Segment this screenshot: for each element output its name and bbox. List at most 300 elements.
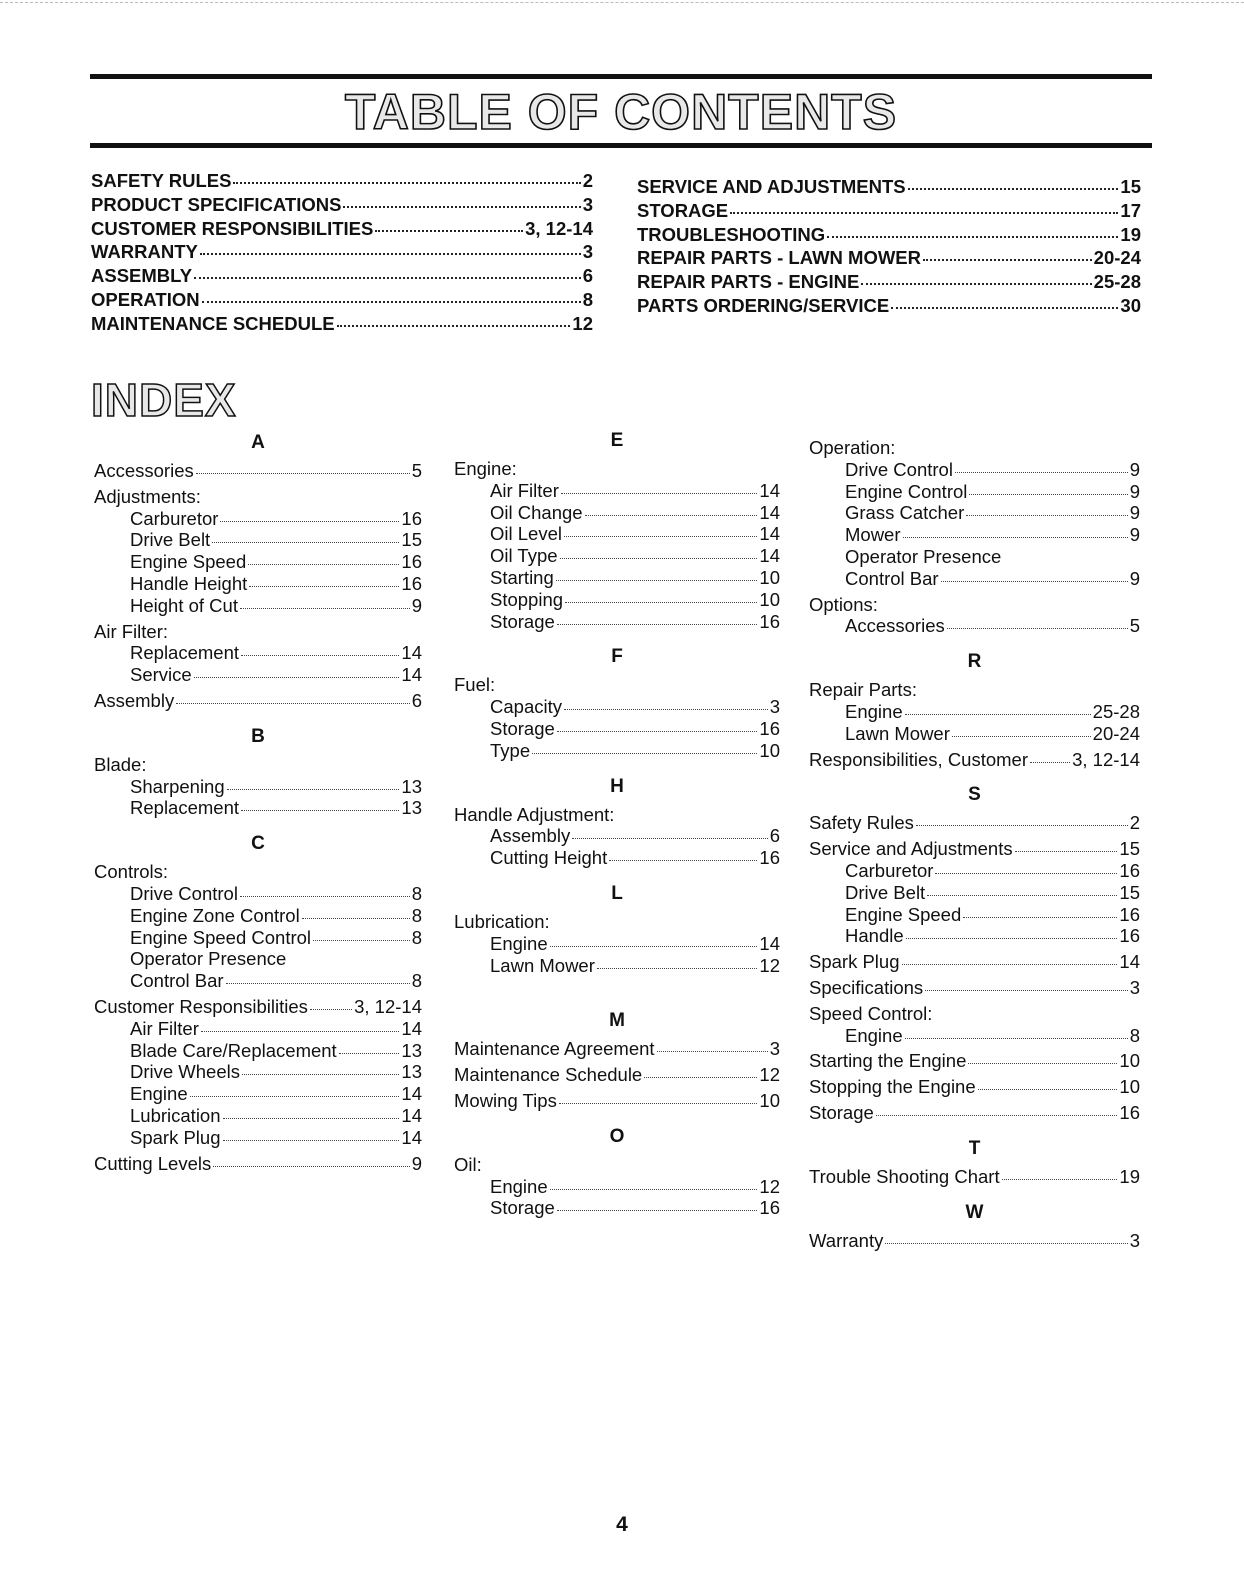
index-page: 3, 12-14 — [354, 995, 422, 1017]
index-page: 25-28 — [1092, 700, 1140, 722]
index-entry[interactable] — [454, 847, 780, 869]
index-letter: F — [611, 646, 623, 668]
index-page: 3, 12-14 — [1072, 748, 1140, 770]
index-label: Capacity — [490, 696, 562, 718]
leader-dots — [240, 896, 410, 897]
index-page: 14 — [401, 1104, 422, 1126]
leader-dots — [226, 983, 410, 984]
index-label: Maintenance Schedule — [454, 1064, 643, 1086]
index-label: Engine Control — [845, 480, 968, 502]
index-label: Assembly — [94, 689, 175, 711]
leader-dots — [241, 655, 399, 656]
index-page: 3 — [1129, 1229, 1140, 1251]
index-entry[interactable] — [94, 970, 422, 992]
toc-label: CUSTOMER RESPONSIBILITIES — [91, 217, 374, 239]
index-entry[interactable] — [94, 551, 422, 573]
index-label: Accessories — [845, 615, 945, 637]
index-entry[interactable] — [809, 977, 1140, 999]
index-label: Warranty — [809, 1229, 884, 1251]
index-label: Engine — [845, 700, 903, 722]
toc-label: REPAIR PARTS - ENGINE — [637, 271, 860, 293]
toc-label: TROUBLESHOOTING — [637, 223, 826, 245]
toc-page: 2 — [582, 170, 593, 191]
toc-right-column — [637, 176, 1141, 319]
leader-dots — [916, 825, 1128, 826]
toc-page: 3 — [582, 241, 593, 263]
index-label: Blade Care/Replacement — [130, 1039, 337, 1061]
index-label: Control Bar — [130, 970, 224, 992]
index-entry[interactable] — [454, 611, 780, 633]
index-entry[interactable] — [809, 502, 1140, 524]
index-entry[interactable] — [454, 1038, 780, 1060]
index-entry[interactable] — [809, 1076, 1140, 1098]
index-label: Maintenance Agreement — [454, 1038, 655, 1060]
index-label: Accessories — [94, 460, 194, 481]
index-entry[interactable] — [454, 696, 780, 718]
index-label: Spark Plug — [809, 951, 900, 973]
leader-dots — [213, 1166, 409, 1167]
index-heading: Speed Control: — [809, 1002, 933, 1024]
index-page: 8 — [411, 882, 422, 904]
index-letter: S — [968, 784, 981, 806]
index-entry[interactable] — [809, 951, 1140, 973]
index-page: 12 — [759, 1175, 780, 1197]
leader-dots — [194, 677, 400, 678]
leader-dots — [190, 1096, 400, 1097]
index-label: Grass Catcher — [845, 502, 965, 524]
index-page: 3 — [769, 696, 780, 718]
toc-label: OPERATION — [91, 288, 200, 310]
index-entry[interactable] — [809, 723, 1140, 745]
index-label: Drive Control — [130, 882, 238, 904]
index-page: 8 — [411, 904, 422, 926]
leader-dots — [572, 838, 768, 839]
index-label: Engine Speed — [130, 551, 247, 573]
leader-dots — [202, 301, 581, 303]
index-page: 3 — [1129, 976, 1140, 998]
index-label: Cutting Height — [490, 847, 608, 869]
leader-dots — [923, 259, 1092, 261]
index-entry[interactable] — [454, 567, 780, 589]
leader-dots — [827, 236, 1118, 238]
index-entry[interactable] — [809, 524, 1140, 546]
index-heading: Blade: — [94, 753, 147, 775]
toc-entry[interactable] — [637, 247, 1141, 271]
index-label: Storage — [490, 1197, 555, 1219]
leader-dots — [935, 873, 1117, 874]
index-label: Lawn Mower — [845, 722, 950, 744]
index-label: Sharpening — [130, 775, 225, 797]
leader-dots — [564, 709, 768, 710]
toc-entry[interactable] — [637, 224, 1141, 248]
index-label: Oil Level — [490, 523, 562, 545]
index-label: Carburetor — [130, 507, 219, 529]
index-entry[interactable] — [94, 508, 422, 530]
leader-dots — [233, 182, 580, 184]
index-label: Engine — [490, 1175, 548, 1197]
index-page: 5 — [411, 460, 422, 481]
index-entry[interactable] — [454, 825, 780, 847]
toc-entry[interactable] — [91, 218, 593, 242]
leader-dots — [941, 581, 1128, 582]
leader-dots — [310, 1009, 352, 1010]
index-page: 15 — [1119, 881, 1140, 903]
index-label: Starting the Engine — [809, 1050, 967, 1072]
index-label: Storage — [490, 610, 555, 632]
leader-dots — [925, 990, 1128, 991]
index-label: Drive Wheels — [130, 1061, 240, 1083]
index-page: 14 — [1119, 951, 1140, 973]
index-title: INDEX — [91, 374, 237, 426]
index-letter: H — [610, 775, 624, 797]
index-heading: Operator Presence — [845, 545, 1002, 567]
index-entry[interactable] — [94, 1018, 422, 1040]
leader-dots — [885, 1243, 1127, 1244]
index-page: 8 — [1129, 1024, 1140, 1046]
leader-dots — [302, 918, 410, 919]
index-page: 6 — [411, 689, 422, 711]
index-page: 14 — [401, 1083, 422, 1105]
index-label: Type — [490, 739, 531, 761]
index-label: Mowing Tips — [454, 1089, 557, 1111]
index-label: Engine Speed — [845, 903, 962, 925]
leader-dots — [339, 1053, 400, 1054]
index-label: Specifications — [809, 976, 924, 998]
leader-dots — [597, 968, 758, 969]
index-page: 14 — [759, 523, 780, 545]
toc-label: SAFETY RULES — [91, 170, 232, 191]
index-page: 12 — [759, 1064, 780, 1086]
index-entry[interactable] — [454, 740, 780, 762]
index-entry[interactable] — [454, 1090, 780, 1112]
index-entry[interactable] — [94, 927, 422, 949]
index-entry[interactable] — [809, 838, 1140, 860]
index-page: 10 — [759, 566, 780, 588]
leader-dots — [200, 253, 581, 255]
index-entry[interactable] — [809, 701, 1140, 723]
index-entry[interactable] — [94, 642, 422, 664]
index-label: Stopping — [490, 588, 564, 610]
leader-dots — [903, 537, 1128, 538]
index-label: Assembly — [490, 825, 571, 847]
leader-dots — [966, 515, 1127, 516]
index-entry[interactable] — [94, 1083, 422, 1105]
toc-entry[interactable] — [637, 271, 1141, 295]
title-top-rule — [90, 74, 1152, 79]
leader-dots — [902, 964, 1118, 965]
index-entry[interactable] — [454, 718, 780, 740]
leader-dots — [585, 515, 758, 516]
leader-dots — [891, 307, 1118, 309]
index-label: Drive Belt — [845, 881, 926, 903]
index-page: 16 — [759, 610, 780, 632]
index-label: Drive Belt — [130, 529, 211, 551]
index-letter: C — [251, 833, 265, 855]
toc-label: MAINTENANCE SCHEDULE — [91, 312, 335, 334]
index-entry[interactable] — [94, 595, 422, 617]
index-page: 14 — [759, 479, 780, 501]
leader-dots — [963, 917, 1117, 918]
index-label: Engine Zone Control — [130, 904, 300, 926]
index-entry[interactable] — [454, 955, 780, 977]
leader-dots — [248, 564, 399, 565]
index-page: 15 — [1119, 838, 1140, 860]
index-heading: Operator Presence — [130, 948, 287, 970]
index-label: Carburetor — [845, 859, 934, 881]
index-heading: Controls: — [94, 861, 169, 883]
index-entry[interactable] — [94, 690, 422, 712]
leader-dots — [343, 206, 580, 208]
index-page: 9 — [411, 594, 422, 616]
leader-dots — [565, 602, 757, 603]
leader-dots — [550, 946, 758, 947]
toc-entry[interactable] — [637, 295, 1141, 319]
leader-dots — [968, 1063, 1117, 1064]
index-label: Responsibilities, Customer — [809, 748, 1029, 770]
toc-left-column — [91, 170, 593, 337]
index-entry[interactable] — [809, 904, 1140, 926]
index-entry[interactable] — [809, 568, 1140, 590]
index-page: 14 — [759, 932, 780, 954]
index-heading: Options: — [809, 593, 878, 615]
index-entry[interactable] — [454, 589, 780, 611]
index-entry[interactable] — [94, 1040, 422, 1062]
index-label: Starting — [490, 566, 554, 588]
index-entry[interactable] — [454, 1176, 780, 1198]
index-page: 14 — [401, 664, 422, 686]
index-page: 13 — [401, 1061, 422, 1083]
leader-dots — [220, 521, 399, 522]
index-label: Air Filter — [490, 479, 559, 501]
index-entry[interactable] — [94, 1061, 422, 1083]
index-label: Height of Cut — [130, 594, 238, 616]
index-entry[interactable] — [809, 1025, 1140, 1047]
toc-entry[interactable] — [637, 176, 1141, 200]
index-page: 13 — [401, 1039, 422, 1061]
index-page: 16 — [1119, 859, 1140, 881]
leader-dots — [241, 810, 399, 811]
index-entry[interactable] — [809, 459, 1140, 481]
index-entry[interactable] — [454, 502, 780, 524]
toc-page: 3, 12-14 — [525, 217, 593, 239]
leader-dots — [313, 940, 410, 941]
leader-dots — [978, 1089, 1118, 1090]
leader-dots — [560, 558, 758, 559]
index-entry[interactable] — [809, 749, 1140, 771]
index-heading: Engine: — [454, 458, 517, 479]
index-page: 10 — [1119, 1076, 1140, 1098]
index-column-1 — [94, 432, 422, 1174]
index-column-3 — [809, 437, 1140, 1251]
index-entry[interactable] — [809, 615, 1140, 637]
index-page: 15 — [401, 529, 422, 551]
index-page: 14 — [401, 642, 422, 664]
index-entry[interactable] — [454, 1064, 780, 1086]
leader-dots — [337, 325, 571, 327]
leader-dots — [201, 1031, 400, 1032]
index-page: 14 — [759, 501, 780, 523]
index-page: 16 — [1119, 925, 1140, 947]
index-page: 10 — [759, 739, 780, 761]
index-letter: A — [251, 432, 265, 453]
leader-dots — [905, 1038, 1128, 1039]
index-heading: Handle Adjustment: — [454, 803, 615, 825]
leader-dots — [240, 608, 410, 609]
leader-dots — [194, 277, 581, 279]
index-entry[interactable] — [454, 933, 780, 955]
toc-page: 20-24 — [1093, 247, 1141, 269]
leader-dots — [609, 860, 757, 861]
index-letter: R — [967, 651, 982, 673]
toc-page: 6 — [582, 265, 593, 287]
index-page: 16 — [1119, 1101, 1140, 1123]
index-page: 16 — [759, 717, 780, 739]
index-label: Replacement — [130, 797, 240, 819]
toc-entry[interactable] — [91, 170, 593, 194]
index-entry[interactable] — [94, 1153, 422, 1175]
index-label: Customer Responsibilities — [94, 995, 308, 1017]
index-entry[interactable] — [454, 1197, 780, 1219]
index-page: 16 — [401, 551, 422, 573]
index-entry[interactable] — [94, 1127, 422, 1149]
leader-dots — [227, 789, 400, 790]
leader-dots — [375, 230, 523, 232]
index-label: Engine — [845, 1024, 903, 1046]
index-page: 9 — [1129, 458, 1140, 480]
index-page: 13 — [401, 797, 422, 819]
title-bottom-rule — [90, 143, 1152, 148]
index-entry[interactable] — [809, 481, 1140, 503]
index-entry[interactable] — [454, 545, 780, 567]
toc-entry[interactable] — [637, 200, 1141, 224]
index-label: Safety Rules — [809, 812, 914, 834]
toc-entry[interactable] — [91, 313, 593, 337]
index-page: 5 — [1129, 615, 1140, 637]
leader-dots — [550, 1189, 758, 1190]
index-page: 3 — [769, 1038, 780, 1060]
index-label: Handle Height — [130, 572, 248, 594]
leader-dots — [1030, 762, 1070, 763]
leader-dots — [876, 1115, 1118, 1116]
index-entry[interactable] — [94, 529, 422, 551]
leader-dots — [1015, 851, 1118, 852]
index-entry[interactable] — [454, 523, 780, 545]
leader-dots — [557, 624, 758, 625]
toc-page: 15 — [1120, 176, 1141, 197]
index-entry[interactable] — [94, 664, 422, 686]
leader-dots — [532, 753, 757, 754]
index-entry[interactable] — [809, 1166, 1140, 1188]
leader-dots — [908, 188, 1119, 190]
leader-dots — [657, 1051, 768, 1052]
leader-dots — [861, 283, 1091, 285]
index-label: Engine — [490, 932, 548, 954]
index-label: Drive Control — [845, 458, 953, 480]
toc-entry[interactable] — [91, 289, 593, 313]
index-entry[interactable] — [809, 1102, 1140, 1124]
leader-dots — [557, 1210, 758, 1211]
index-entry[interactable] — [94, 905, 422, 927]
index-letter: M — [609, 1010, 625, 1032]
index-label: Oil Change — [490, 501, 583, 523]
toc-entry[interactable] — [91, 241, 593, 265]
leader-dots — [556, 580, 758, 581]
index-entry[interactable] — [94, 996, 422, 1018]
toc-entry[interactable] — [91, 265, 593, 289]
toc-label: STORAGE — [637, 199, 729, 221]
index-page: 9 — [1129, 567, 1140, 589]
toc-page: 12 — [572, 312, 593, 334]
leader-dots — [249, 586, 399, 587]
index-page: 9 — [411, 1152, 422, 1174]
leader-dots — [561, 493, 758, 494]
index-label: Air Filter — [130, 1017, 199, 1039]
index-entry[interactable] — [809, 1230, 1140, 1252]
index-heading: Adjustments: — [94, 485, 201, 507]
index-label: Engine Speed Control — [130, 926, 312, 948]
index-label: Service and Adjustments — [809, 838, 1013, 860]
index-page: 2 — [1129, 812, 1140, 834]
index-entry[interactable] — [454, 480, 780, 502]
index-label: Service — [130, 664, 192, 686]
leader-dots — [947, 628, 1128, 629]
index-entry[interactable] — [809, 1050, 1140, 1072]
leader-dots — [730, 212, 1118, 214]
toc-label: PARTS ORDERING/SERVICE — [637, 294, 890, 316]
toc-label: ASSEMBLY — [91, 265, 193, 287]
index-label: Storage — [490, 717, 555, 739]
index-entry[interactable] — [94, 776, 422, 798]
leader-dots — [223, 1118, 400, 1119]
index-page: 16 — [759, 1197, 780, 1219]
index-label: Oil Type — [490, 545, 558, 567]
index-letter: L — [611, 882, 623, 904]
leader-dots — [176, 703, 410, 704]
leader-dots — [905, 714, 1091, 715]
index-letter: B — [251, 725, 265, 747]
page-number: 4 — [616, 1513, 628, 1536]
index-page: 16 — [1119, 903, 1140, 925]
index-column-2 — [454, 430, 780, 1219]
index-entry[interactable] — [809, 812, 1140, 834]
index-label: Engine — [130, 1083, 188, 1105]
index-entry[interactable] — [94, 460, 422, 482]
leader-dots — [559, 1103, 758, 1104]
index-entry[interactable] — [94, 883, 422, 905]
index-page: 16 — [401, 507, 422, 529]
index-entry[interactable] — [94, 1105, 422, 1127]
index-page: 8 — [411, 926, 422, 948]
index-page: 14 — [401, 1126, 422, 1148]
index-entry[interactable] — [809, 882, 1140, 904]
index-page: 14 — [401, 1017, 422, 1039]
index-page: 14 — [759, 545, 780, 567]
index-page: 20-24 — [1092, 722, 1140, 744]
index-page: 10 — [759, 588, 780, 610]
index-entry[interactable] — [94, 573, 422, 595]
toc-label: PRODUCT SPECIFICATIONS — [91, 193, 342, 215]
toc-page: 3 — [582, 193, 593, 215]
leader-dots — [955, 472, 1128, 473]
index-entry[interactable] — [809, 925, 1140, 947]
index-entry[interactable] — [809, 860, 1140, 882]
scan-edge — [0, 2, 1244, 3]
leader-dots — [223, 1140, 400, 1141]
index-entry[interactable] — [94, 797, 422, 819]
index-page: 19 — [1119, 1165, 1140, 1187]
index-letter: T — [968, 1137, 981, 1159]
toc-entry[interactable] — [91, 194, 593, 218]
